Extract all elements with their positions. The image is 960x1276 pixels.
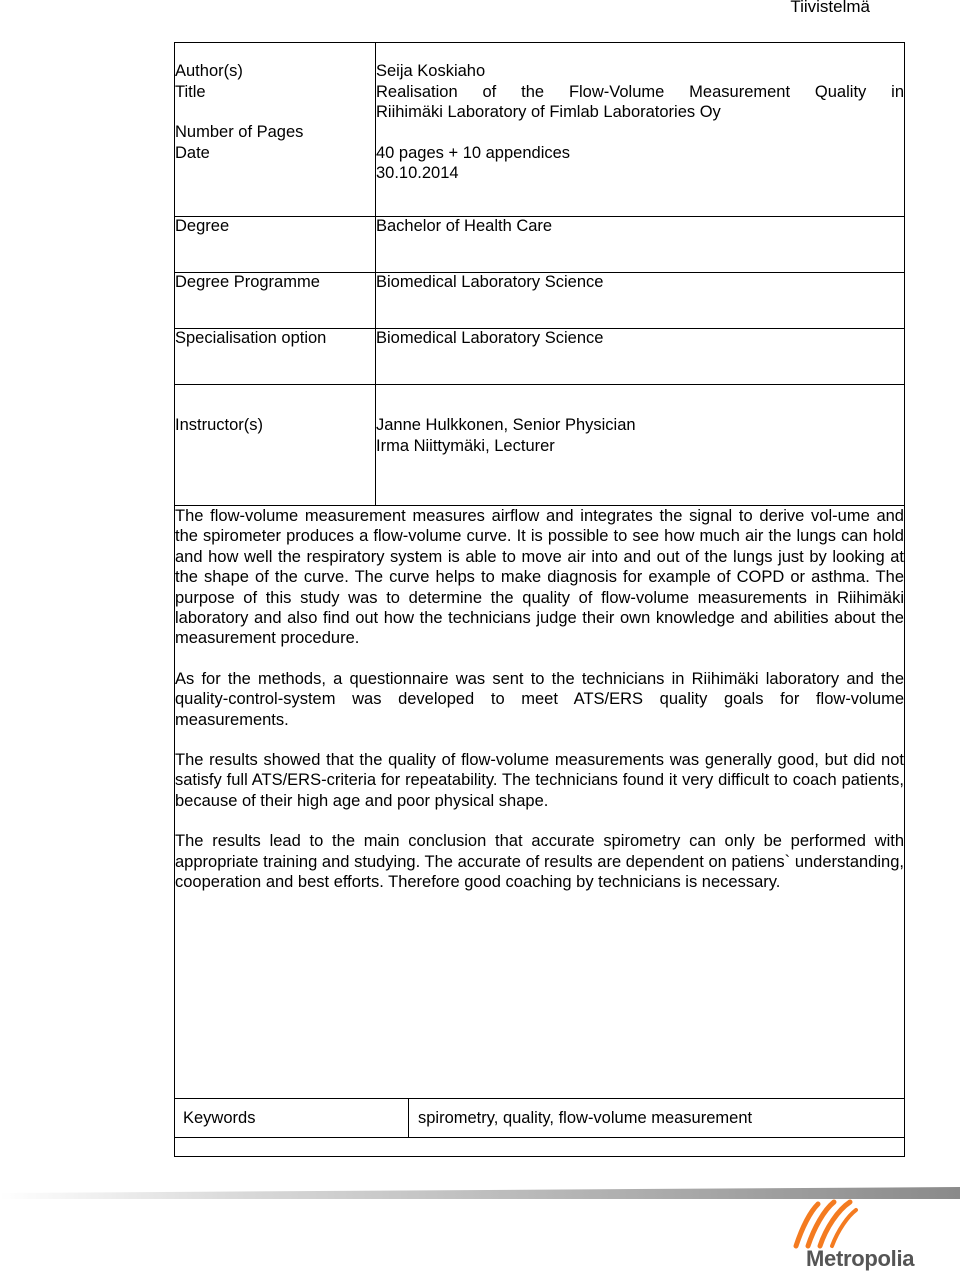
title-value-line2: Riihimäki Laboratory of Fimlab Laboratories Oy: [376, 103, 721, 121]
abstract-paragraph-3: The results showed that the quality of flow-volume measurements was generally good, but did not satisfy full ATS/ERS-criteria for repeatability. The technicians found it very difficult to coach patients, because of their high age and poor physical shape.: [175, 751, 904, 810]
abstract-paragraph-4: The results lead to the main conclusion that accurate spirometry can only be performed with appropriate training and studying. The accurate of results are dependent on patiens` understanding, cooperation and best efforts. Therefore good coaching by technicians is necessary.: [175, 832, 904, 892]
page-header-title: Tiivistelmä: [790, 0, 870, 16]
instructor-2: Irma Niittymäki, Lecturer: [376, 436, 555, 455]
title-label: Title: [175, 82, 206, 101]
keywords-row: [175, 1099, 905, 1138]
keywords-table: [174, 1098, 905, 1138]
degree-value: Bachelor of Health Care: [376, 217, 905, 273]
abstract-body: [175, 506, 905, 1157]
date-value: 30.10.2014: [376, 164, 459, 182]
programme-label: Degree Programme: [175, 273, 376, 329]
pages-label: Number of Pages: [175, 123, 304, 141]
programme-value: Biomedical Laboratory Science: [376, 273, 905, 329]
specialisation-value: Biomedical Laboratory Science: [376, 329, 905, 385]
author-label: Author(s): [175, 62, 243, 80]
specialisation-label: Specialisation option: [175, 329, 376, 385]
date-label: Date: [175, 143, 210, 162]
specialisation-row: [175, 329, 905, 385]
author-value: Seija Koskiaho: [376, 62, 486, 80]
abstract-paragraph-2: As for the methods, a questionnaire was sent to the technicians in Riihimäki laboratory and the quality-control-system was developed to meet ATS/ERS quality goals for flow-volume measurements.: [175, 669, 904, 729]
author-title-row: [175, 43, 905, 217]
degree-label: Degree: [175, 217, 376, 273]
abstract-row: [175, 506, 905, 1157]
degree-row: [175, 217, 905, 273]
keywords-label: Keywords: [175, 1099, 409, 1138]
thesis-metadata-table: [174, 42, 905, 1157]
title-value-line1: Realisation of the Flow-Volume Measurement Quality in: [376, 82, 904, 101]
keywords-value: spirometry, quality, flow-volume measurement: [409, 1099, 905, 1138]
instructor-1: Janne Hulkkonen, Senior Physician: [376, 416, 636, 434]
abstract-paragraph-1: The flow-volume measurement measures airflow and integrates the signal to derive vol-ume and the spirometer produces a flow-volume curve. It is possible to see how much air the lungs can hold and how well the respiratory system is able to move air into and out of the lungs just by looking at the shape of the curve. The curve helps to make diagnosis for example of COPD or asthma. The purpose of this study was to determine the quality of flow-volume measurements in Riihimäki laboratory and also find out how the technicians judge their own knowledge and abilities about the measurement procedure.: [175, 507, 904, 648]
pages-value: 40 pages + 10 appendices: [376, 143, 571, 162]
metropolia-logo-text: Metropolia: [806, 1246, 915, 1271]
instructors-row: [175, 385, 905, 506]
programme-row: [175, 273, 905, 329]
instructors-label: Instructor(s): [175, 416, 264, 434]
